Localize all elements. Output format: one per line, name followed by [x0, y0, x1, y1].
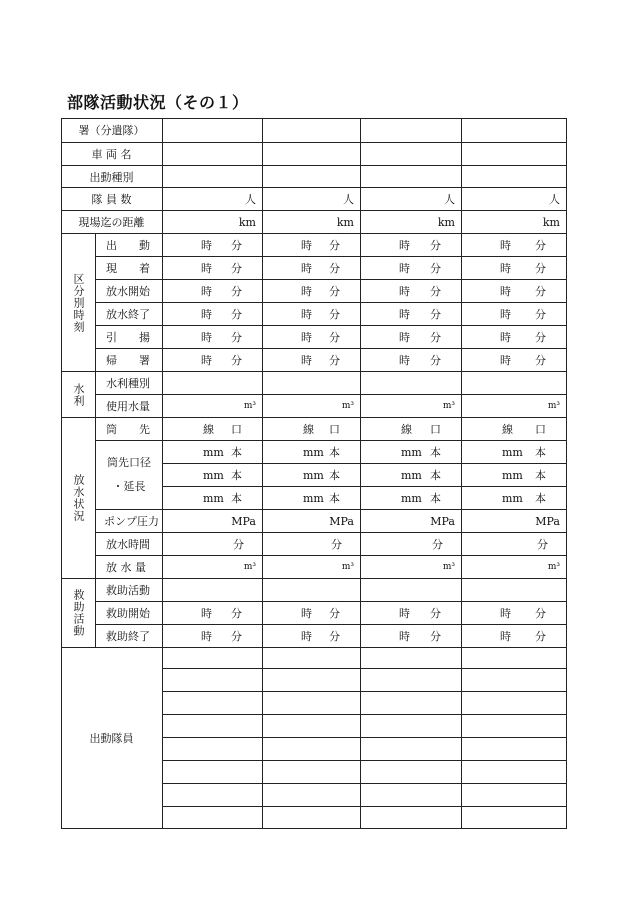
mm-label: mm — [502, 445, 523, 459]
unit-label: MPa — [231, 514, 256, 528]
row-label-text: 出 動 — [106, 239, 150, 252]
unit-label: m³ — [243, 562, 256, 572]
hour-label: 時 — [399, 239, 410, 252]
data-cell[interactable] — [462, 715, 567, 738]
data-cell[interactable] — [163, 715, 263, 738]
data-cell[interactable] — [163, 692, 263, 715]
row-label-members — [61, 188, 163, 211]
data-cell[interactable] — [263, 143, 361, 166]
data-cell[interactable] — [361, 303, 462, 326]
hour-label: 時 — [500, 354, 511, 367]
data-cell[interactable] — [361, 188, 462, 211]
data-cell[interactable] — [361, 280, 462, 303]
data-cell[interactable] — [263, 166, 361, 188]
data-cell[interactable] — [263, 692, 361, 715]
data-cell[interactable] — [263, 464, 361, 487]
data-cell[interactable] — [361, 118, 462, 143]
data-cell[interactable] — [263, 669, 361, 692]
data-cell[interactable] — [263, 510, 361, 533]
data-cell[interactable] — [462, 234, 567, 257]
minute-label: 分 — [537, 538, 548, 551]
data-cell[interactable] — [462, 669, 567, 692]
row-label-text: 隊 員 数 — [91, 193, 132, 206]
data-cell[interactable] — [163, 166, 263, 188]
minute-label: 分 — [430, 239, 441, 252]
data-cell[interactable] — [462, 166, 567, 188]
data-cell[interactable] — [163, 257, 263, 280]
data-cell[interactable] — [163, 648, 263, 669]
data-cell[interactable] — [163, 118, 263, 143]
data-cell[interactable] — [462, 303, 567, 326]
data-cell[interactable] — [263, 533, 361, 556]
hour-label: 時 — [201, 354, 212, 367]
data-cell[interactable] — [163, 669, 263, 692]
pieces-label: 本 — [430, 492, 441, 505]
data-cell[interactable] — [462, 648, 567, 669]
pieces-label: 本 — [535, 469, 546, 482]
unit-label: MPa — [430, 514, 455, 528]
unit-label: MPa — [535, 514, 560, 528]
data-cell[interactable] — [163, 487, 263, 510]
unit-label: km — [336, 215, 354, 229]
data-cell[interactable] — [163, 418, 263, 441]
data-cell[interactable] — [263, 602, 361, 625]
row-label-time-1 — [96, 257, 163, 280]
data-cell[interactable] — [361, 510, 462, 533]
data-cell[interactable] — [263, 395, 361, 418]
data-cell[interactable] — [462, 784, 567, 807]
row-label-nozzle — [96, 418, 163, 441]
mm-label: mm — [401, 468, 422, 482]
unit-label: 人 — [343, 193, 354, 206]
row-label-vehicle — [61, 143, 163, 166]
unit-label: m³ — [547, 562, 560, 572]
minute-label: 分 — [231, 607, 242, 620]
hour-label: 時 — [399, 308, 410, 321]
data-cell[interactable] — [361, 738, 462, 761]
page-title: 部隊活動状況（その１） — [67, 93, 249, 112]
data-cell[interactable] — [462, 372, 567, 395]
data-cell[interactable] — [163, 234, 263, 257]
row-label-rescue-2 — [96, 625, 163, 648]
group-label-text: 放水状況 — [72, 474, 85, 522]
data-cell[interactable] — [361, 372, 462, 395]
minute-label: 分 — [231, 630, 242, 643]
row-label-dispatch-type — [61, 166, 163, 188]
minute-label: 分 — [329, 354, 340, 367]
minute-label: 分 — [329, 607, 340, 620]
row-label-time-4 — [96, 326, 163, 349]
hour-label: 時 — [301, 262, 312, 275]
mouth-label: 口 — [329, 423, 340, 436]
data-cell[interactable] — [361, 143, 462, 166]
data-cell[interactable] — [462, 625, 567, 648]
hour-label: 時 — [399, 354, 410, 367]
row-label-time-2 — [96, 280, 163, 303]
data-cell[interactable] — [263, 738, 361, 761]
data-cell[interactable] — [361, 487, 462, 510]
minute-label: 分 — [329, 285, 340, 298]
data-cell[interactable] — [163, 349, 263, 372]
unit-label: 人 — [245, 193, 256, 206]
unit-label: m³ — [341, 401, 354, 411]
data-cell[interactable] — [462, 326, 567, 349]
row-label-text: 筒先口径 — [107, 456, 151, 469]
hour-label: 時 — [500, 262, 511, 275]
pieces-label: 本 — [430, 446, 441, 459]
hour-label: 時 — [500, 285, 511, 298]
row-label-time-3 — [96, 303, 163, 326]
row-label-water-1 — [96, 395, 163, 418]
data-cell[interactable] — [361, 556, 462, 579]
hour-label: 時 — [301, 239, 312, 252]
group-label-water — [61, 372, 96, 418]
mm-label: mm — [303, 491, 324, 505]
data-cell[interactable] — [361, 211, 462, 234]
row-label-text: 放水終了 — [106, 308, 150, 321]
data-cell[interactable] — [263, 326, 361, 349]
data-cell[interactable] — [361, 692, 462, 715]
minute-label: 分 — [535, 262, 546, 275]
hour-label: 時 — [201, 331, 212, 344]
data-cell[interactable] — [263, 761, 361, 784]
hour-label: 時 — [301, 630, 312, 643]
group-label-text: 水利 — [72, 382, 85, 407]
data-cell[interactable] — [462, 441, 567, 464]
row-label-text: 帰 署 — [106, 354, 150, 367]
mouth-label: 口 — [231, 423, 242, 436]
mouth-label: 口 — [430, 423, 441, 436]
unit-label: m³ — [442, 562, 455, 572]
unit-label: m³ — [547, 401, 560, 411]
data-cell[interactable] — [462, 257, 567, 280]
row-label-text: 現 着 — [106, 262, 150, 275]
minute-label: 分 — [331, 538, 342, 551]
data-cell[interactable] — [361, 418, 462, 441]
data-cell[interactable] — [163, 280, 263, 303]
row-label-text: 車 両 名 — [91, 148, 132, 161]
data-cell[interactable] — [263, 188, 361, 211]
data-cell[interactable] — [163, 211, 263, 234]
unit-label: MPa — [329, 514, 354, 528]
row-label-time-5 — [96, 349, 163, 372]
data-cell[interactable] — [263, 784, 361, 807]
data-cell[interactable] — [361, 441, 462, 464]
unit-label: 人 — [549, 193, 560, 206]
row-label-text: 出動種別 — [89, 170, 134, 184]
data-cell[interactable] — [462, 692, 567, 715]
data-cell[interactable] — [263, 579, 361, 602]
mm-label: mm — [303, 445, 324, 459]
row-label-text: 出動隊員 — [89, 732, 134, 745]
hour-label: 時 — [301, 331, 312, 344]
mm-label: mm — [502, 468, 523, 482]
hour-label: 時 — [399, 285, 410, 298]
minute-label: 分 — [430, 262, 441, 275]
minute-label: 分 — [231, 331, 242, 344]
data-cell[interactable] — [462, 533, 567, 556]
row-label-text: 現場迄の距離 — [78, 216, 145, 229]
data-cell[interactable] — [361, 464, 462, 487]
data-cell[interactable] — [263, 280, 361, 303]
hour-label: 時 — [301, 308, 312, 321]
data-cell[interactable] — [163, 372, 263, 395]
hour-label: 時 — [301, 607, 312, 620]
data-cell[interactable] — [462, 579, 567, 602]
line-label: 線 — [401, 423, 412, 436]
minute-label: 分 — [430, 331, 441, 344]
unit-label: 人 — [444, 193, 455, 206]
data-cell[interactable] — [163, 395, 263, 418]
data-cell[interactable] — [462, 395, 567, 418]
data-cell[interactable] — [361, 669, 462, 692]
row-label-text: 救助開始 — [106, 607, 150, 620]
row-label-nozzle-diameter — [96, 441, 163, 510]
data-cell[interactable] — [263, 372, 361, 395]
data-cell[interactable] — [361, 807, 462, 829]
data-cell[interactable] — [263, 349, 361, 372]
data-cell[interactable] — [361, 234, 462, 257]
hour-label: 時 — [500, 331, 511, 344]
minute-label: 分 — [535, 239, 546, 252]
hour-label: 時 — [201, 630, 212, 643]
row-label-discharge-time — [96, 533, 163, 556]
data-cell[interactable] — [263, 807, 361, 829]
row-label-time-0 — [96, 234, 163, 257]
pieces-label: 本 — [430, 469, 441, 482]
minute-label: 分 — [535, 331, 546, 344]
unit-label: km — [542, 215, 560, 229]
data-cell[interactable] — [462, 418, 567, 441]
data-cell[interactable] — [361, 395, 462, 418]
data-cell[interactable] — [163, 143, 263, 166]
hour-label: 時 — [500, 308, 511, 321]
data-cell[interactable] — [263, 211, 361, 234]
pieces-label: 本 — [231, 492, 242, 505]
minute-label: 分 — [430, 630, 441, 643]
row-label-text: 署（分遣隊） — [78, 124, 145, 137]
data-cell[interactable] — [361, 166, 462, 188]
data-cell[interactable] — [263, 257, 361, 280]
minute-label: 分 — [430, 285, 441, 298]
pieces-label: 本 — [535, 492, 546, 505]
hour-label: 時 — [301, 354, 312, 367]
pieces-label: 本 — [329, 446, 340, 459]
row-label-text: ・延長 — [112, 480, 146, 493]
hour-label: 時 — [399, 262, 410, 275]
data-cell[interactable] — [163, 602, 263, 625]
data-cell[interactable] — [361, 784, 462, 807]
data-cell[interactable] — [163, 533, 263, 556]
data-cell[interactable] — [462, 761, 567, 784]
data-cell[interactable] — [462, 280, 567, 303]
pieces-label: 本 — [535, 446, 546, 459]
data-cell[interactable] — [263, 418, 361, 441]
row-label-text: 水利種別 — [106, 377, 150, 390]
data-cell[interactable] — [163, 464, 263, 487]
hour-label: 時 — [500, 239, 511, 252]
hour-label: 時 — [201, 285, 212, 298]
row-label-rescue-1 — [96, 602, 163, 625]
data-cell[interactable] — [361, 349, 462, 372]
data-cell[interactable] — [361, 257, 462, 280]
mm-label: mm — [401, 491, 422, 505]
data-cell[interactable] — [263, 487, 361, 510]
data-cell[interactable] — [361, 602, 462, 625]
line-label: 線 — [203, 423, 214, 436]
mm-label: mm — [203, 491, 224, 505]
unit-label: m³ — [442, 401, 455, 411]
row-label-text: 放水時間 — [106, 538, 150, 551]
data-cell[interactable] — [163, 510, 263, 533]
group-label-time — [61, 234, 96, 372]
row-label-distance — [61, 211, 163, 234]
pieces-label: 本 — [231, 446, 242, 459]
data-cell[interactable] — [462, 118, 567, 143]
row-label-rescue-0 — [96, 579, 163, 602]
data-cell[interactable] — [462, 556, 567, 579]
unit-label: km — [437, 215, 455, 229]
minute-label: 分 — [430, 308, 441, 321]
data-cell[interactable] — [163, 807, 263, 829]
data-cell[interactable] — [263, 303, 361, 326]
minute-label: 分 — [231, 308, 242, 321]
group-label-discharge — [61, 418, 96, 579]
minute-label: 分 — [535, 630, 546, 643]
data-cell[interactable] — [163, 738, 263, 761]
mm-label: mm — [502, 491, 523, 505]
data-cell[interactable] — [263, 441, 361, 464]
minute-label: 分 — [535, 354, 546, 367]
data-cell[interactable] — [361, 625, 462, 648]
line-label: 線 — [502, 423, 513, 436]
minute-label: 分 — [329, 630, 340, 643]
pieces-label: 本 — [231, 469, 242, 482]
data-cell[interactable] — [263, 118, 361, 143]
data-cell[interactable] — [163, 579, 263, 602]
data-cell[interactable] — [462, 602, 567, 625]
data-cell[interactable] — [462, 349, 567, 372]
data-cell[interactable] — [361, 533, 462, 556]
data-cell[interactable] — [361, 648, 462, 669]
mm-label: mm — [303, 468, 324, 482]
hour-label: 時 — [301, 285, 312, 298]
data-cell[interactable] — [462, 143, 567, 166]
row-label-text: 放水開始 — [106, 285, 150, 298]
minute-label: 分 — [535, 285, 546, 298]
row-label-text: ポンプ圧力 — [104, 515, 159, 528]
minute-label: 分 — [430, 607, 441, 620]
data-cell[interactable] — [163, 556, 263, 579]
minute-label: 分 — [231, 285, 242, 298]
data-cell[interactable] — [462, 188, 567, 211]
hour-label: 時 — [399, 331, 410, 344]
row-label-water-0 — [96, 372, 163, 395]
group-label-text: 救助活動 — [72, 589, 85, 637]
hour-label: 時 — [500, 630, 511, 643]
data-cell[interactable] — [462, 738, 567, 761]
minute-label: 分 — [329, 308, 340, 321]
data-cell[interactable] — [163, 441, 263, 464]
row-label-text: 救助終了 — [106, 630, 150, 643]
minute-label: 分 — [329, 239, 340, 252]
data-cell[interactable] — [163, 188, 263, 211]
minute-label: 分 — [231, 354, 242, 367]
data-cell[interactable] — [462, 510, 567, 533]
data-cell[interactable] — [163, 303, 263, 326]
data-cell[interactable] — [361, 761, 462, 784]
data-cell[interactable] — [462, 211, 567, 234]
hour-label: 時 — [201, 607, 212, 620]
hour-label: 時 — [201, 262, 212, 275]
data-cell[interactable] — [263, 556, 361, 579]
row-label-station — [61, 118, 163, 143]
data-cell[interactable] — [163, 625, 263, 648]
data-cell[interactable] — [361, 579, 462, 602]
hour-label: 時 — [201, 308, 212, 321]
unit-label: km — [238, 215, 256, 229]
minute-label: 分 — [329, 262, 340, 275]
mouth-label: 口 — [535, 423, 546, 436]
row-label-text: 筒 先 — [106, 423, 150, 436]
minute-label: 分 — [231, 262, 242, 275]
minute-label: 分 — [233, 538, 244, 551]
data-cell[interactable] — [462, 807, 567, 829]
data-cell[interactable] — [462, 464, 567, 487]
group-label-rescue — [61, 579, 96, 648]
hour-label: 時 — [399, 607, 410, 620]
row-label-text: 救助活動 — [106, 584, 150, 597]
data-cell[interactable] — [163, 784, 263, 807]
hour-label: 時 — [399, 630, 410, 643]
mm-label: mm — [203, 445, 224, 459]
row-label-text: 引 揚 — [106, 331, 150, 344]
pieces-label: 本 — [329, 492, 340, 505]
data-cell[interactable] — [163, 761, 263, 784]
data-cell[interactable] — [361, 715, 462, 738]
hour-label: 時 — [500, 607, 511, 620]
line-label: 線 — [303, 423, 314, 436]
row-label-text: 放 水 量 — [106, 561, 146, 574]
data-cell[interactable] — [361, 326, 462, 349]
data-cell[interactable] — [263, 715, 361, 738]
unit-label: m³ — [243, 401, 256, 411]
data-cell[interactable] — [163, 326, 263, 349]
data-cell[interactable] — [263, 648, 361, 669]
row-label-dispatch-members — [61, 648, 163, 829]
pieces-label: 本 — [329, 469, 340, 482]
unit-label: m³ — [341, 562, 354, 572]
data-cell[interactable] — [462, 487, 567, 510]
group-label-text: 区分別時刻 — [72, 272, 85, 333]
row-label-text: 使用水量 — [106, 400, 150, 413]
minute-label: 分 — [535, 607, 546, 620]
hour-label: 時 — [201, 239, 212, 252]
row-label-pump-pressure — [96, 510, 163, 533]
mm-label: mm — [203, 468, 224, 482]
mm-label: mm — [401, 445, 422, 459]
minute-label: 分 — [430, 354, 441, 367]
row-label-discharge-volume — [96, 556, 163, 579]
minute-label: 分 — [535, 308, 546, 321]
data-cell[interactable] — [263, 625, 361, 648]
minute-label: 分 — [329, 331, 340, 344]
data-cell[interactable] — [263, 234, 361, 257]
minute-label: 分 — [231, 239, 242, 252]
minute-label: 分 — [432, 538, 443, 551]
